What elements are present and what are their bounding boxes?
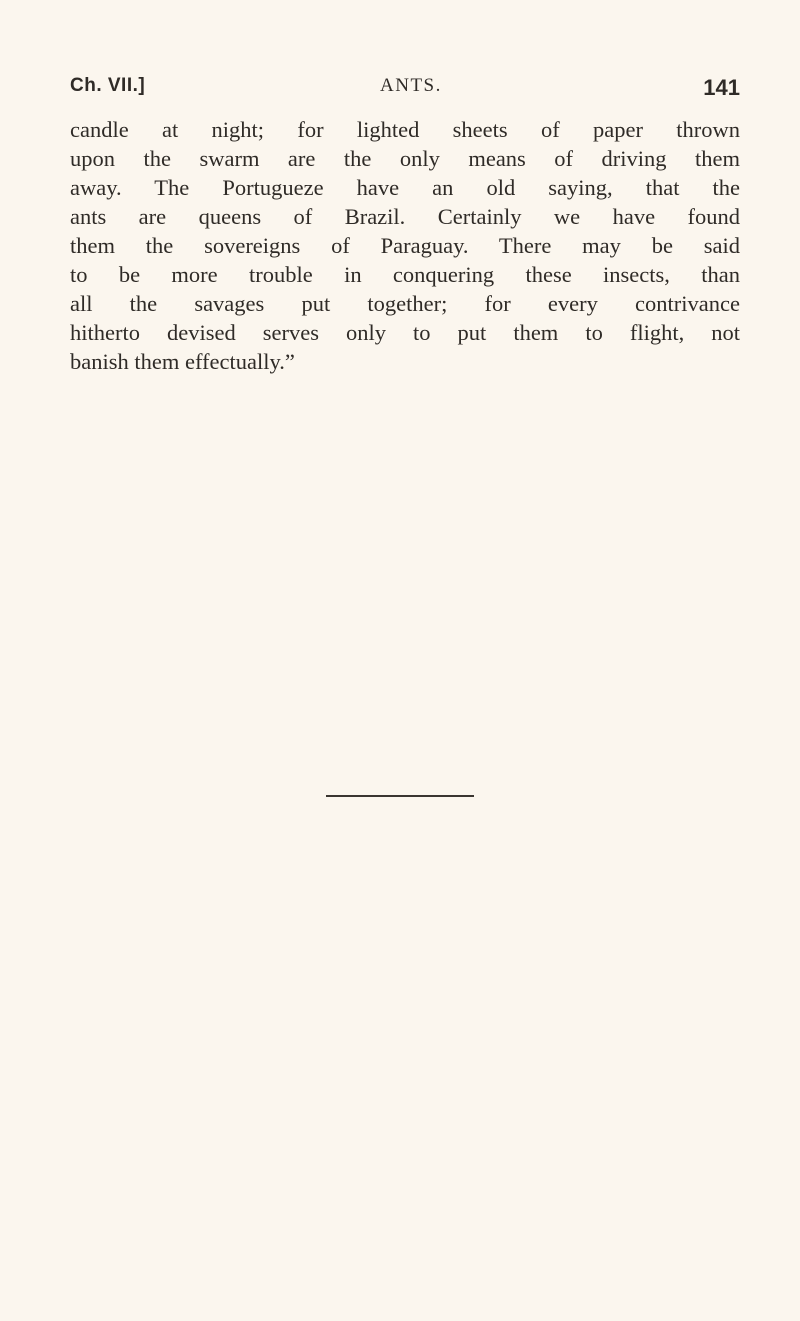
page-number: 141 bbox=[703, 75, 740, 100]
body-text bbox=[70, 115, 740, 376]
text-line: candle at night; for lighted sheets of paper thrown bbox=[70, 117, 740, 142]
text-line: ants are queens of Brazil. Certainly we have found bbox=[70, 204, 740, 229]
text-line: upon the swarm are the only means of driving them bbox=[70, 146, 740, 171]
running-head bbox=[70, 75, 740, 105]
chapter-end-rule bbox=[326, 795, 474, 797]
text-line: away. The Portugueze have an old saying, that the bbox=[70, 175, 740, 200]
text-line: hitherto devised serves only to put them to flight, not bbox=[70, 320, 740, 345]
text-line: to be more trouble in conquering these insects, than bbox=[70, 262, 740, 287]
text-line: all the savages put together; for every contrivance bbox=[70, 291, 740, 316]
chapter-label: Ch. VII.] bbox=[70, 75, 146, 96]
text-line: banish them effectually.” bbox=[70, 349, 295, 374]
running-title: ANTS. bbox=[380, 75, 442, 96]
text-line: them the sovereigns of Paraguay. There may be said bbox=[70, 233, 740, 258]
